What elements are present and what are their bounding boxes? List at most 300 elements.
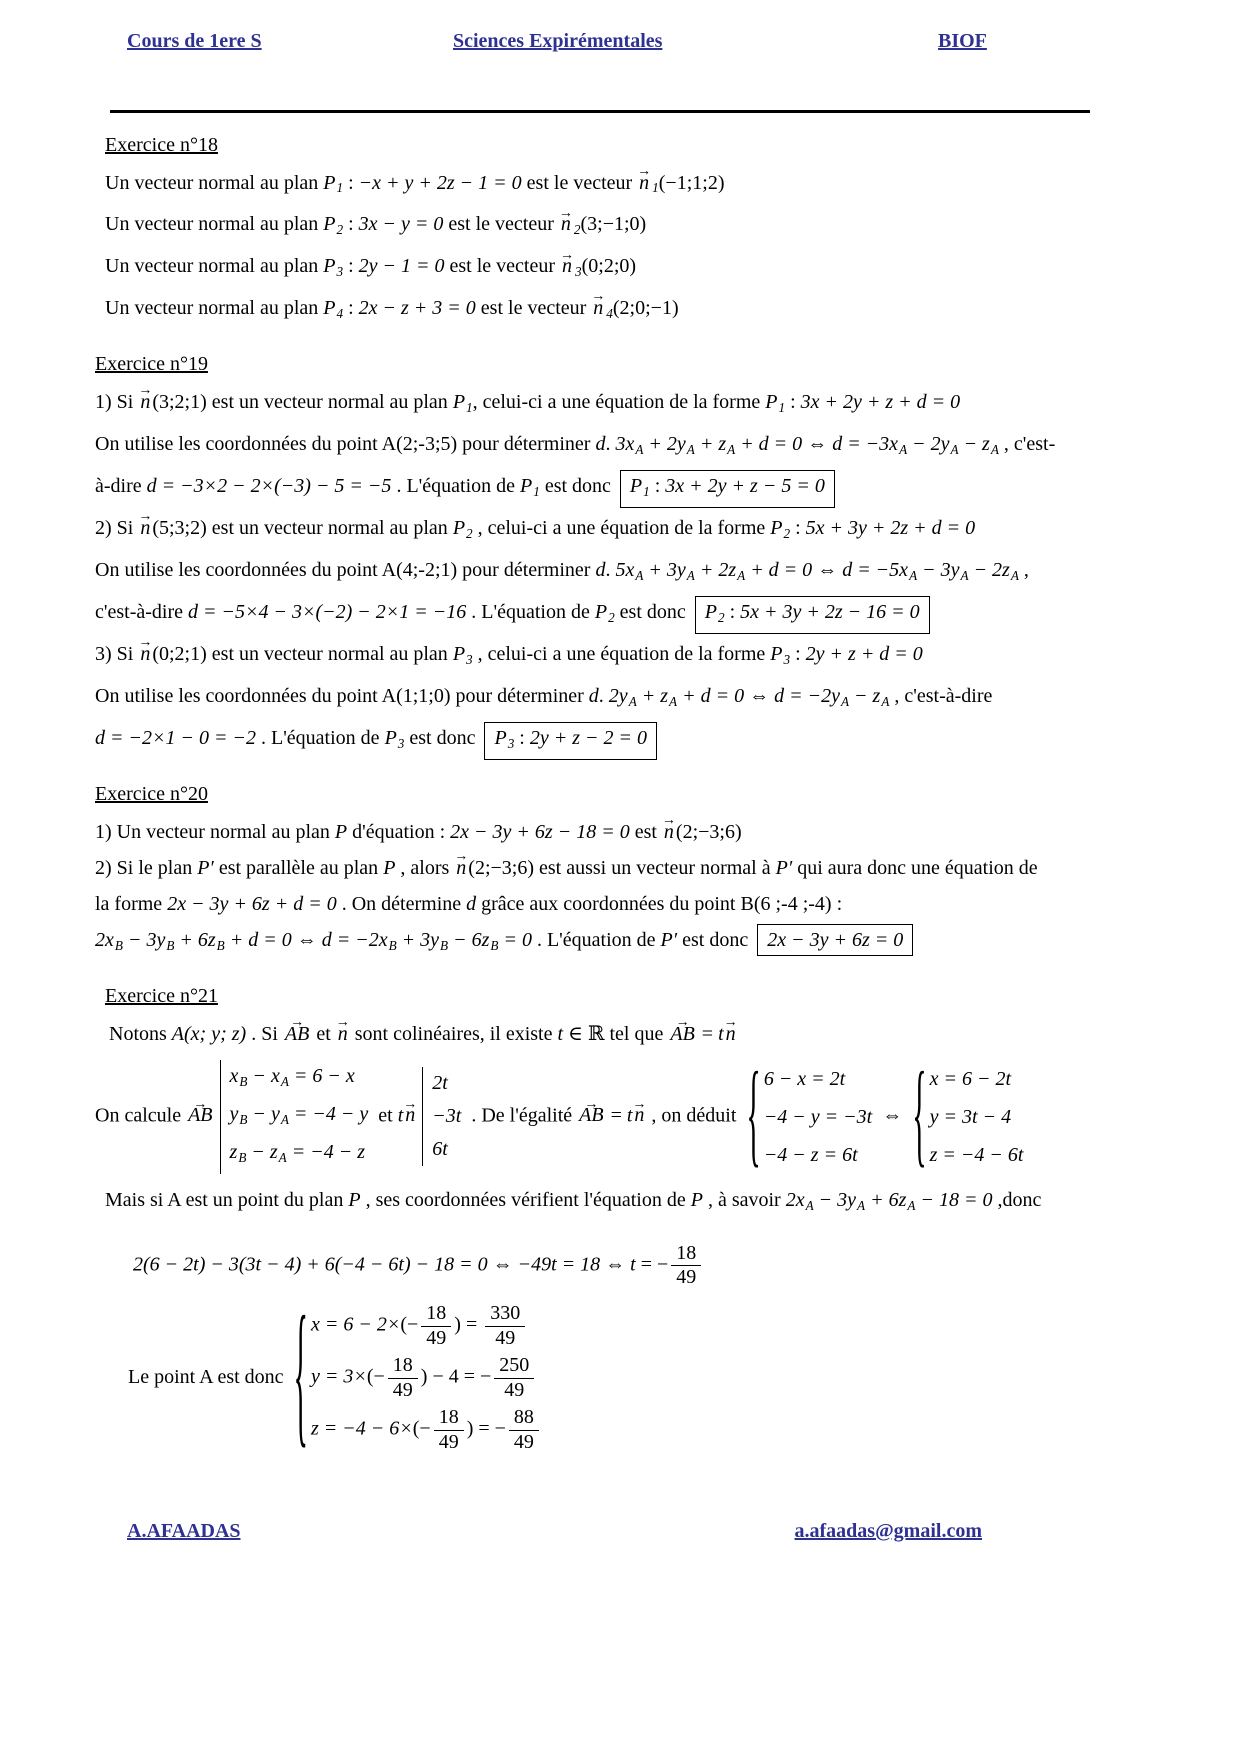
system-brace-icon: { — [293, 1287, 308, 1464]
text-segment: 2) Si — [95, 517, 139, 540]
text-segment: 4 — [336, 306, 344, 322]
text-segment: ) = — [454, 1313, 483, 1336]
text-segment: . De l'égalité — [466, 1104, 578, 1127]
exercise-21-title: Exercice n°21 — [105, 984, 218, 1007]
text-segment: B — [239, 1111, 248, 1127]
text-segment: Un vecteur normal au plan — [105, 213, 324, 236]
system-row — [432, 1133, 448, 1166]
text-segment: est le vecteur — [521, 171, 638, 194]
text-segment: ⇔ — [487, 1253, 518, 1276]
text-segment: est parallèle au plan — [213, 856, 384, 879]
text-segment: 2x − 3y + 6z = 0 — [767, 928, 904, 951]
vector-symbol: n → — [454, 850, 468, 886]
text-segment: (0;2;1) — [152, 643, 207, 666]
text-segment: A — [857, 1197, 866, 1213]
ex19-line-6 — [95, 594, 1150, 636]
text-segment: 2x − 3y + 6z + d = 0 — [167, 892, 337, 915]
system-row — [930, 1060, 1011, 1098]
text-segment: , ses coordonnées vérifient l'équation de — [360, 1188, 691, 1211]
text-segment: qui aura donc une équation de — [792, 856, 1038, 879]
text-segment: y — [229, 1102, 239, 1125]
text-segment: B — [216, 937, 225, 953]
text-segment: est le vecteur — [475, 297, 592, 320]
exercise-19-section — [95, 350, 1150, 762]
vector-symbol: n → — [138, 510, 152, 546]
math-fraction — [388, 1354, 418, 1402]
text-segment: A — [171, 1022, 185, 1045]
ex20-line-4 — [95, 922, 1150, 964]
text-segment: = 0 — [498, 928, 532, 951]
ex19-line-7 — [95, 636, 1150, 678]
text-segment: ) = − — [466, 1418, 506, 1441]
text-segment: A — [686, 568, 695, 584]
text-segment: . — [605, 433, 616, 456]
text-segment: , à savoir — [702, 1188, 786, 1211]
page-header — [95, 30, 1150, 64]
text-segment: Un vecteur normal au plan — [105, 297, 324, 320]
vector-symbol: AB → — [668, 1016, 696, 1052]
text-segment: 3 — [397, 735, 405, 751]
text-segment: d = −3×2 − 2×(−3) − 5 = −5 — [146, 475, 392, 498]
text-segment: est donc — [404, 726, 481, 749]
text-segment: + 6z — [174, 928, 216, 951]
text-segment: (3;−1;0) — [580, 213, 647, 236]
math-fraction — [494, 1354, 534, 1402]
text-segment: = 6 − x — [288, 1064, 355, 1087]
text-segment: 1) Un vecteur normal au plan — [95, 820, 335, 843]
fraction-numerator: 250 — [494, 1354, 534, 1379]
text-segment: 2 — [717, 610, 725, 626]
system-row — [432, 1067, 448, 1100]
text-segment: ⇔ — [744, 684, 775, 707]
text-segment: P — [323, 297, 336, 320]
text-segment: d = −3x — [832, 433, 899, 456]
author-link[interactable]: A.AFAADAS — [127, 1520, 241, 1542]
system-row — [230, 1098, 369, 1136]
text-segment: 2x — [785, 1188, 805, 1211]
ex20-line-1 — [95, 814, 1150, 850]
text-segment: + 2z — [694, 559, 737, 582]
vector-symbol: n → — [138, 384, 152, 420]
text-segment: ⇔ — [600, 1253, 631, 1276]
text-segment: P — [334, 820, 348, 843]
text-segment: ∈ ℝ tel que — [563, 1022, 669, 1045]
text-segment: P — [704, 601, 717, 624]
header-biof-label: BIOF — [938, 30, 987, 52]
vector-symbol: n → — [632, 1097, 646, 1133]
boxed-equation — [620, 470, 835, 508]
text-segment: On calcule — [95, 1104, 187, 1127]
text-segment: . L'équation de — [255, 726, 385, 749]
text-segment: A — [669, 693, 678, 709]
text-segment: . L'équation de — [531, 928, 661, 951]
text-segment: 5x + 3y + 2z − 16 = 0 — [740, 601, 920, 624]
text-segment: . Si — [246, 1022, 283, 1045]
fraction-numerator: 18 — [388, 1354, 418, 1379]
text-segment: P — [383, 856, 396, 879]
text-segment: − y — [247, 1102, 280, 1125]
text-segment: 1 — [778, 400, 786, 416]
system-rows — [930, 1060, 1024, 1174]
ex20-line-3 — [95, 886, 1150, 922]
math-fraction — [671, 1242, 701, 1290]
text-segment: 1 — [466, 400, 473, 416]
text-segment: t — [397, 1104, 404, 1127]
text-segment: − 18 = 0 — [915, 1188, 993, 1211]
system-row — [764, 1060, 845, 1098]
text-segment: y = 3t − 4 — [929, 1105, 1012, 1128]
text-segment: 2t — [432, 1072, 448, 1095]
text-segment: A — [840, 693, 850, 709]
ex21-mais-line — [105, 1182, 1150, 1224]
fraction-denominator: 49 — [513, 1430, 534, 1453]
text-segment: . L'équation de — [391, 475, 521, 498]
text-segment: −x + y + 2z − 1 = 0 — [358, 171, 522, 194]
text-segment: A — [881, 693, 890, 709]
text-segment: A — [278, 1149, 287, 1165]
text-segment: ) − 4 = − — [420, 1365, 492, 1388]
math-fraction — [485, 1302, 525, 1350]
text-segment: , celui-ci a une équation de la forme — [472, 643, 771, 666]
text-segment: −3t — [432, 1105, 462, 1128]
text-segment: (2;−3;6) — [675, 820, 742, 843]
vector-symbol: n → — [559, 206, 573, 242]
text-segment: B — [166, 937, 175, 953]
text-segment: − 2z — [968, 559, 1010, 582]
math-fraction — [421, 1302, 451, 1350]
text-segment: , celui-ci a une équation de la forme — [472, 517, 771, 540]
text-segment: 2y − 1 = 0 — [358, 255, 445, 278]
header-course-title: Cours de 1ere S — [127, 30, 262, 52]
text-segment: A — [635, 568, 644, 584]
text-segment: A — [990, 442, 999, 458]
text-segment: (− — [400, 1313, 419, 1336]
text-segment: est — [629, 820, 662, 843]
text-segment: : — [790, 517, 806, 540]
text-segment: (3;2;1) — [152, 391, 207, 414]
text-segment: 1 — [652, 180, 659, 196]
text-segment: A — [950, 442, 959, 458]
fraction-denominator: 49 — [676, 1266, 697, 1289]
text-segment: 3x − y = 0 — [358, 213, 444, 236]
text-segment: P — [765, 391, 778, 414]
text-segment: z = −4 − 6× — [310, 1418, 413, 1441]
text-segment: : — [724, 601, 741, 624]
text-segment: (0;2;0) — [581, 255, 637, 278]
ex21-point-a-system — [128, 1287, 1150, 1464]
text-segment: z = −4 − 6t — [929, 1143, 1024, 1166]
text-segment: est aussi un vecteur normal à — [534, 856, 776, 879]
text-segment: d = −2×1 − 0 = −2 — [95, 726, 256, 749]
text-segment: . On détermine — [336, 892, 467, 915]
system-row — [930, 1098, 1011, 1136]
text-segment: − 3y — [813, 1188, 857, 1211]
text-segment: − 2y — [907, 433, 950, 456]
boxed-equation — [484, 722, 657, 760]
text-segment: x = 6 − 2× — [310, 1313, 401, 1336]
ex19-line-5 — [95, 552, 1150, 594]
text-segment: ⇔ — [802, 433, 833, 456]
text-segment: x — [229, 1064, 239, 1087]
text-segment: c'est-à-dire — [95, 601, 188, 624]
text-segment: d — [595, 433, 606, 456]
text-segment: ⇔ — [291, 928, 322, 951]
text-segment: B — [490, 937, 499, 953]
ex19-line-8 — [95, 678, 1150, 720]
text-segment: : — [343, 171, 359, 194]
ex21-calc-line — [95, 1050, 1150, 1179]
text-segment: : — [785, 391, 801, 414]
text-segment: , celui-ci a une équation de la forme — [472, 391, 766, 414]
text-segment: et — [373, 1104, 398, 1127]
fraction-denominator: 49 — [438, 1430, 459, 1453]
system-row — [432, 1100, 461, 1133]
fraction-denominator: 49 — [504, 1378, 525, 1401]
text-segment: 2(6 − 2t) − 3(3t − 4) + 6(−4 − 6t) − 18 = 0 — [133, 1253, 488, 1276]
text-segment: 2x − 3y + 6z − 18 = 0 — [450, 820, 630, 843]
horizontal-rule — [110, 110, 1090, 113]
text-segment: grâce aux coordonnées du point B(6 ;-4 ;-4) : — [476, 892, 843, 915]
text-segment: B — [238, 1149, 247, 1165]
ex19-line-9 — [95, 720, 1150, 762]
text-segment: + z — [694, 433, 727, 456]
text-segment: : — [343, 255, 359, 278]
text-segment: est un vecteur normal au plan — [206, 643, 453, 666]
text-segment: 6 − x = 2t — [763, 1067, 846, 1090]
text-segment: d — [466, 892, 477, 915]
text-segment: 5x — [615, 559, 635, 582]
vector-symbol: n → — [637, 165, 651, 201]
fraction-numerator: 18 — [671, 1242, 701, 1267]
text-segment: = — [605, 1104, 627, 1127]
equation-system — [912, 1050, 1024, 1179]
text-segment: : — [649, 475, 666, 498]
text-segment: A — [280, 1073, 289, 1089]
system-row — [764, 1098, 872, 1136]
text-segment: 2 — [336, 222, 344, 238]
text-segment: , c'est- — [998, 433, 1056, 456]
text-segment: d'équation : — [347, 820, 451, 843]
text-segment: d = −5×4 − 3×(−2) − 2×1 = −16 — [188, 601, 467, 624]
text-segment: 2y + z + d = 0 — [805, 643, 923, 666]
text-segment: (5;3;2) — [152, 517, 207, 540]
ex19-line-4 — [95, 510, 1150, 552]
text-segment: la forme — [95, 892, 168, 915]
text-segment: P′ — [197, 856, 214, 879]
fraction-numerator: 330 — [485, 1302, 525, 1327]
text-segment: P — [520, 475, 533, 498]
text-segment: Un vecteur normal au plan — [105, 255, 324, 278]
text-segment: est le vecteur — [443, 213, 559, 236]
text-segment: d = −5x — [842, 559, 909, 582]
text-segment: 2y + z − 2 = 0 — [529, 726, 647, 749]
ex18-line-4 — [105, 290, 1150, 332]
text-segment: A — [737, 568, 746, 584]
text-segment: : — [790, 643, 806, 666]
exercise-18-section — [95, 131, 1150, 333]
text-segment: 1 — [643, 484, 650, 500]
text-segment: d = −2y — [774, 684, 840, 707]
text-segment: Le point A est donc — [128, 1365, 289, 1388]
text-segment: d = −2x — [321, 928, 388, 951]
text-segment: P — [384, 726, 397, 749]
text-segment: 4 — [606, 306, 613, 322]
system-row — [311, 1404, 542, 1456]
text-segment: . — [598, 684, 609, 707]
text-segment: + d = 0 — [745, 559, 813, 582]
text-segment: A — [280, 1111, 289, 1127]
text-segment: + 2y — [643, 433, 686, 456]
math-fraction — [509, 1406, 539, 1454]
text-segment: B — [388, 937, 397, 953]
text-segment: (−1;1;2) — [658, 171, 725, 194]
text-segment: − 3y — [917, 559, 960, 582]
fraction-denominator: 49 — [426, 1326, 447, 1349]
text-segment: est donc — [677, 928, 754, 951]
exercise-18-title: Exercice n°18 — [105, 133, 218, 156]
text-segment: (2;0;−1) — [612, 297, 679, 320]
ex20-line-2 — [95, 850, 1150, 886]
text-segment: (− — [412, 1418, 431, 1441]
text-segment: y = 3× — [310, 1365, 367, 1388]
text-segment: A — [960, 568, 969, 584]
boxed-equation — [757, 924, 913, 956]
text-segment: d — [595, 559, 606, 582]
text-segment: −4 − z = 6t — [763, 1143, 858, 1166]
text-segment: P — [323, 213, 336, 236]
text-segment: , alors — [395, 856, 455, 879]
text-segment: 2x − z + 3 = 0 — [358, 297, 476, 320]
text-segment: , c'est-à-dire — [889, 684, 993, 707]
text-segment: P — [770, 643, 783, 666]
text-segment: . — [605, 559, 616, 582]
text-segment: est le vecteur — [444, 255, 561, 278]
vector-symbol: n → — [560, 248, 574, 284]
text-segment: + 3y — [643, 559, 686, 582]
text-segment: sont colinéaires, il existe — [349, 1022, 558, 1045]
text-segment: est un vecteur normal au plan — [206, 517, 453, 540]
text-segment: 3x + 2y + z + d = 0 — [800, 391, 961, 414]
text-segment: − z — [849, 684, 881, 707]
text-segment: + 3y — [396, 928, 440, 951]
text-segment: t — [557, 1022, 564, 1045]
ex18-line-1 — [105, 165, 1150, 207]
system-rows — [764, 1060, 872, 1174]
text-segment: (− — [366, 1365, 385, 1388]
text-segment: − 3y — [122, 928, 166, 951]
system-row — [764, 1136, 858, 1174]
text-segment: P — [452, 517, 466, 540]
text-segment: 3) Si — [95, 643, 139, 666]
text-segment: (2;−3;6) — [468, 856, 535, 879]
text-segment: On utilise les coordonnées du point A(4;-2;1) pour déterminer — [95, 559, 596, 582]
text-segment: + z — [636, 684, 669, 707]
text-segment: P — [452, 643, 466, 666]
text-segment: P′ — [775, 856, 793, 879]
text-segment: A — [907, 1197, 916, 1213]
text-segment: = −4 − y — [288, 1102, 369, 1125]
text-segment: 5x + 3y + 2z + d = 0 — [805, 517, 976, 540]
text-segment: + d = 0 — [224, 928, 292, 951]
text-segment: z — [229, 1140, 238, 1163]
text-segment: P — [323, 171, 336, 194]
text-segment: A — [909, 568, 918, 584]
text-segment: 3 — [575, 264, 582, 280]
email-link[interactable]: a.afaadas@gmail.com — [794, 1520, 982, 1542]
system-row — [230, 1136, 365, 1174]
text-segment: − z — [958, 433, 990, 456]
text-segment: 2 — [608, 610, 615, 626]
fraction-numerator: 18 — [421, 1302, 451, 1327]
text-segment: t — [626, 1104, 633, 1127]
text-segment: 2 — [783, 526, 791, 542]
text-segment: P — [452, 391, 466, 414]
text-segment: = −4 − z — [286, 1140, 365, 1163]
system-rows — [311, 1300, 542, 1457]
text-segment: ⇔ — [812, 559, 843, 582]
exercise-19-title: Exercice n°19 — [95, 353, 208, 376]
ex18-line-3 — [105, 248, 1150, 290]
system-row — [230, 1060, 355, 1098]
ex19-line-1 — [95, 384, 1150, 426]
text-segment: : — [343, 213, 359, 236]
text-segment: est donc — [539, 475, 616, 498]
vector-symbol: n → — [336, 1016, 350, 1052]
text-segment: d — [588, 684, 599, 707]
text-segment: Un vecteur normal au plan — [105, 171, 324, 194]
system-brace-icon: { — [912, 1050, 927, 1179]
text-segment: A — [727, 442, 736, 458]
vector-symbol: AB → — [283, 1016, 311, 1052]
text-segment: : — [514, 726, 530, 749]
text-segment: A — [635, 442, 644, 458]
vector-symbol: AB → — [577, 1097, 605, 1133]
text-segment: A — [805, 1197, 814, 1213]
text-segment: (x; y; z) — [184, 1022, 247, 1045]
text-segment: x = 6 − 2t — [929, 1067, 1012, 1090]
text-segment: 3x + 2y + z − 5 = 0 — [665, 475, 825, 498]
ex21-notons-line — [109, 1016, 1150, 1052]
fraction-denominator: 49 — [495, 1326, 516, 1349]
text-segment: 3 — [507, 735, 515, 751]
text-segment: 3 — [466, 651, 473, 667]
text-segment: Mais si A est un point du plan — [105, 1188, 349, 1211]
text-segment: On utilise les coordonnées du point A(2;-3;5) pour déterminer — [95, 433, 596, 456]
boxed-equation — [695, 596, 930, 634]
text-segment: 3 — [783, 651, 791, 667]
text-segment: 6t — [432, 1138, 448, 1161]
text-segment: A — [899, 442, 908, 458]
text-segment: 3 — [336, 264, 344, 280]
text-segment: On utilise les coordonnées du point A(1;1;0) pour déterminer — [95, 684, 589, 707]
text-segment: B — [440, 937, 449, 953]
system-row — [311, 1300, 528, 1352]
text-segment: + d = 0 — [677, 684, 745, 707]
system-brace-icon: { — [746, 1050, 761, 1179]
math-fraction — [434, 1406, 464, 1454]
system-rows — [422, 1067, 461, 1166]
ex19-line-3 — [95, 468, 1150, 510]
vector-symbol: n → — [403, 1097, 417, 1133]
header-section-title: Sciences Expirémentales — [453, 30, 663, 52]
vector-symbol: n → — [662, 814, 676, 850]
text-segment: P — [770, 517, 783, 540]
text-segment: A — [686, 442, 695, 458]
text-segment: + d = 0 — [735, 433, 803, 456]
exercise-20-section — [95, 780, 1150, 964]
text-segment: 2 — [573, 222, 581, 238]
text-segment: est donc — [614, 601, 691, 624]
